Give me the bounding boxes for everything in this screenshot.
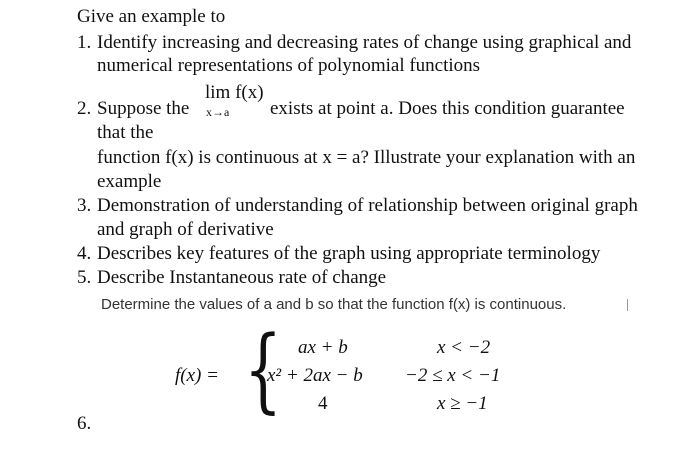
item-5-number: 5. <box>77 267 92 288</box>
item-5-line1: Describe Instantaneous rate of change <box>97 267 387 288</box>
item-2-post: exists at point a. Does this condition guarantee <box>270 98 625 119</box>
item-3-line2: and graph of derivative <box>97 219 274 240</box>
function-lhs: f(x) = <box>175 365 219 386</box>
limit-top: lim f(x) <box>205 82 264 103</box>
case-2-cond: −2 ≤ x < −1 <box>405 365 501 386</box>
item-2-number: 2. <box>77 98 92 119</box>
limit-bottom: x→a <box>206 105 230 119</box>
case-2-expr: x² + 2ax − b <box>267 365 363 386</box>
item-2-line2: that the <box>97 122 154 143</box>
intro-text: Give an example to <box>77 6 226 27</box>
text-cursor <box>627 299 628 311</box>
case-1-expr: ax + b <box>298 337 348 358</box>
item-3-line1: Demonstration of understanding of relationship between original graph <box>97 195 638 216</box>
item-1-number: 1. <box>77 32 92 53</box>
piecewise-brace: { <box>244 316 283 423</box>
item-4-number: 4. <box>77 243 92 264</box>
item-2-line4: example <box>97 171 162 192</box>
item-1-line2: numerical representations of polynomial functions <box>97 55 481 76</box>
problem-instruction: Determine the values of a and b so that the function f(x) is continuous. <box>101 296 567 313</box>
item-2-line3: function f(x) is continuous at x = a? Illustrate your explanation with an <box>97 147 636 168</box>
item-4-line1: Describes key features of the graph using appropriate terminology <box>97 243 601 264</box>
case-3-expr: 4 <box>318 393 328 414</box>
item-2-pre: Suppose the <box>97 98 190 119</box>
item-6-number: 6. <box>77 413 92 434</box>
item-1-line1: Identify increasing and decreasing rates of change using graphical and <box>97 32 632 53</box>
case-3-cond: x ≥ −1 <box>437 393 488 414</box>
case-1-cond: x < −2 <box>437 337 491 358</box>
item-3-number: 3. <box>77 195 92 216</box>
